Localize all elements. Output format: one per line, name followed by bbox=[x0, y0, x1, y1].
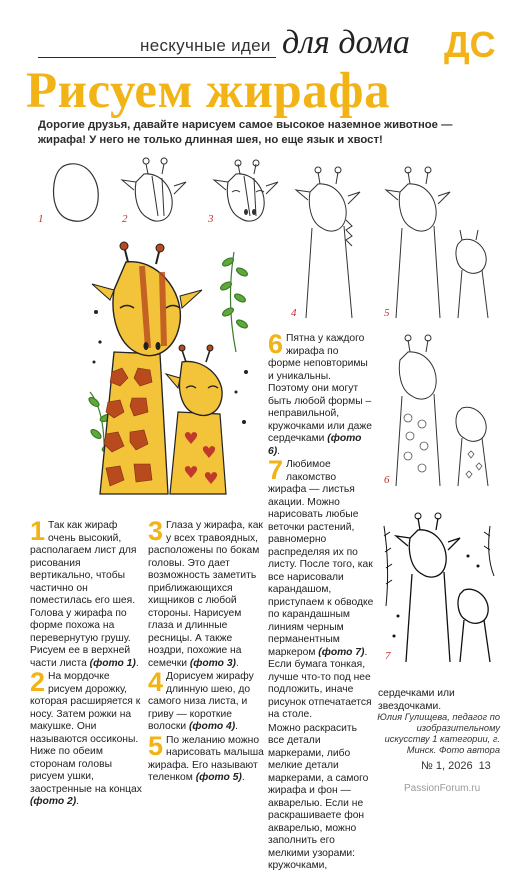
section-label: для дома bbox=[282, 24, 410, 61]
step-2-sketch bbox=[118, 160, 190, 226]
paragraph-step-1: 1 Так как жираф очень высокий, располагаем лист для рисования вертикально, чтобы частично он поместилась его шея. Голова у жирафа по форме похожа на перевернутую грушу. Рисуем ее в верхней части листа (фото 1). bbox=[30, 516, 139, 669]
paragraph-ending: сердечками или звездочками. bbox=[378, 688, 455, 712]
watermark-text: PassionForum.ru bbox=[404, 783, 481, 794]
paragraph-step-5: 5 По желанию можно нарисовать малыша жирафа. Его называют теленком (фото 5). bbox=[148, 730, 264, 783]
paragraph-coloring: Можно раскрасить все детали маркерами, либо мелкие детали маркерами, а самого жирафа и фон — акварелью. Если не раскрашиваете фон акварелью, можно заполнить его мелкими узорами: кружочками, bbox=[268, 722, 369, 871]
step-number-1: 1 bbox=[38, 213, 44, 225]
step-5-sketch bbox=[378, 160, 500, 320]
paragraph-step-7: 7 Любимое лакомство жирафа — листья акации. Можно нарисовать любые веточки растений, равномерно распределяя их по листу. После того, как все нарисовали карандашом, приступаем к обводке по карандашным линиям черным перманентным маркером (фото 7). Если бумага тонкая, лучше что-то под нее подложить, иначе рисунок отпечатается на столе. bbox=[268, 455, 374, 720]
step-number-3: 3 bbox=[208, 213, 214, 225]
text-column-2 bbox=[148, 516, 264, 786]
ds-logo bbox=[444, 23, 494, 63]
article-title: Рисуем жирафа bbox=[26, 63, 391, 119]
header-rule bbox=[38, 57, 276, 58]
paragraph-step-3: 3 Глаза у жирафа, как у всех травоядных, расположены по бокам головы. Это дает возможность заметить приближающихся хищников с любой стороны. Нарисуем глаза и длинные ресницы. А также ноздри, похожие на семечки (фото 3). bbox=[148, 516, 263, 669]
paragraph-step-6: 6 Пятна у каждого жирафа по форме неповторимы и уникальны. Поэтому они могут быть любой формы – неправильной, кружочками или даже сердечками (фото 6). bbox=[268, 329, 373, 457]
step-3-sketch bbox=[210, 160, 282, 226]
page-footer bbox=[421, 760, 491, 772]
giraffe-colored-drawing bbox=[86, 242, 256, 494]
paragraph-step-4: 4 Дорисуем жирафу длинную шею, до самого низа листа, и гриву — короткие волоски (фото 4). bbox=[148, 667, 254, 732]
step-number-7: 7 bbox=[385, 650, 391, 662]
step-6-sketch bbox=[378, 328, 500, 488]
step-number-6: 6 bbox=[384, 474, 390, 486]
text-column-3 bbox=[268, 329, 374, 874]
step-4-sketch bbox=[290, 160, 370, 320]
issue-number: № 1, 2026 bbox=[421, 760, 473, 772]
text-column-1 bbox=[30, 516, 146, 810]
paragraph-step-2: 2 На мордочке рисуем дорожку, которая расширяется к носу. Затем рожки на макушке. Они называются оссиконы. Ниже по обеим сторонам головы рисуем ушки, заостренные на концах (фото 2). bbox=[30, 667, 142, 807]
step-number-5: 5 bbox=[384, 307, 390, 319]
ds-logo-text: ДС bbox=[444, 24, 496, 65]
step-7-sketch bbox=[378, 506, 500, 664]
page-number: 13 bbox=[478, 760, 491, 772]
step-number-2: 2 bbox=[122, 213, 128, 225]
text-column-4 bbox=[378, 688, 500, 714]
author-credit: Юлия Гулищева, педагог по изобразительному искусству 1 категории, г. Минск. Фото автора bbox=[377, 712, 500, 755]
step-1-sketch bbox=[48, 160, 104, 226]
article-lead: Дорогие друзья, давайте нарисуем самое высокое наземное животное — жирафа! У него не только длинная шея, но еще язык и хвост! bbox=[38, 119, 453, 146]
rubric-label: нескучные идеи bbox=[140, 36, 271, 55]
step-number-4: 4 bbox=[291, 307, 297, 319]
